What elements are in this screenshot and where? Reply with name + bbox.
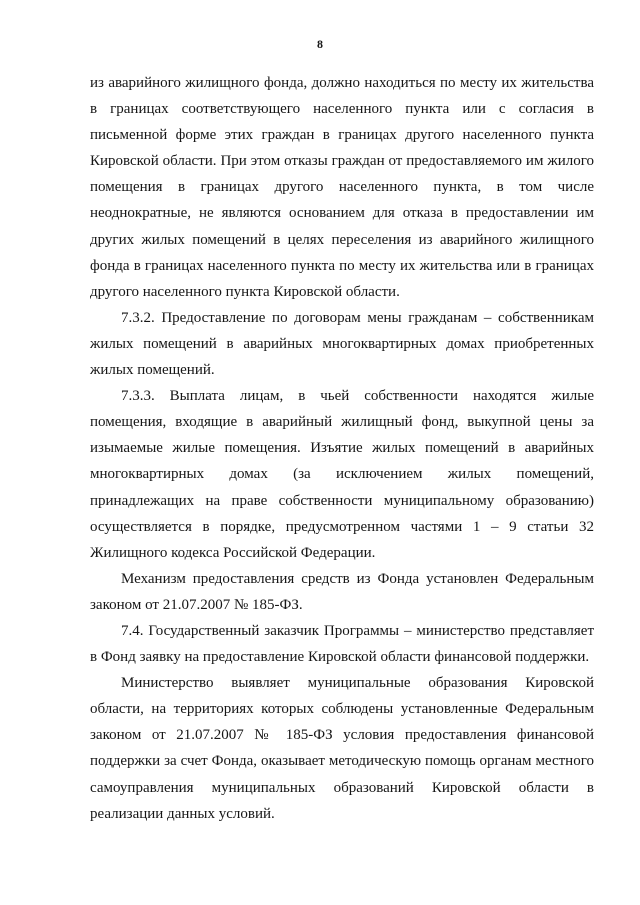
page-number: 8 [317, 37, 323, 51]
paragraph-7-4: 7.4. Государственный заказчик Программы – министерство представляет в Фонд заявку на предоставление Кировской области финансовой поддержки. [90, 622, 594, 666]
paragraph-resettlement-continued: из аварийного жилищного фонда, должно находиться по месту их жительства в границах соответствующего населенного пункта или с согласия в письменной форме этих граждан в границах другого населенного пункта Кировской области. При этом отказы граждан от предоставляемого им жилого помещения в границах другого населенного пункта, в том числе неоднократные, не являются основанием для отказа в предоставлении им других жилых помещений в целях переселения из аварийного жилищного фонда в границах населенного пункта по месту их жительства или в границах другого населенного пункта Кировской области. [90, 75, 594, 300]
paragraph-7-3-2: 7.3.2. Предоставление по договорам мены гражданам – собственникам жилых помещений в аварийных многоквартирных домах приобретенных жилых помещений. [90, 309, 594, 379]
paragraph-7-3-3: 7.3.3. Выплата лицам, в чьей собственности находятся жилые помещения, входящие в аварийный жилищный фонд, выкупной цены за изымаемые жилые помещения. Изъятие жилых помещений в аварийных многоквартирных домах (за исключением жилых помещений, принадлежащих на праве собственности муниципальному образованию) осуществляется в порядке, предусмотренном частями 1 – 9 статьи 32 Жилищного кодекса Российской Федерации. [90, 388, 594, 561]
document-body [90, 70, 594, 827]
paragraph-fund-mechanism: Механизм предоставления средств из Фонда установлен Федеральным законом от 21.07.2007 № 185-ФЗ. [90, 570, 594, 613]
paragraph-ministry-duties: Министерство выявляет муниципальные образования Кировской области, на территориях которых соблюдены установленные Федеральным законом от 21.07.2007 № 185-ФЗ условия предоставления финансовой поддержки за счет Фонда, оказывает методическую помощь органам местного самоуправления муниципальных образований Кировской области в реализации данных условий. [90, 675, 594, 822]
